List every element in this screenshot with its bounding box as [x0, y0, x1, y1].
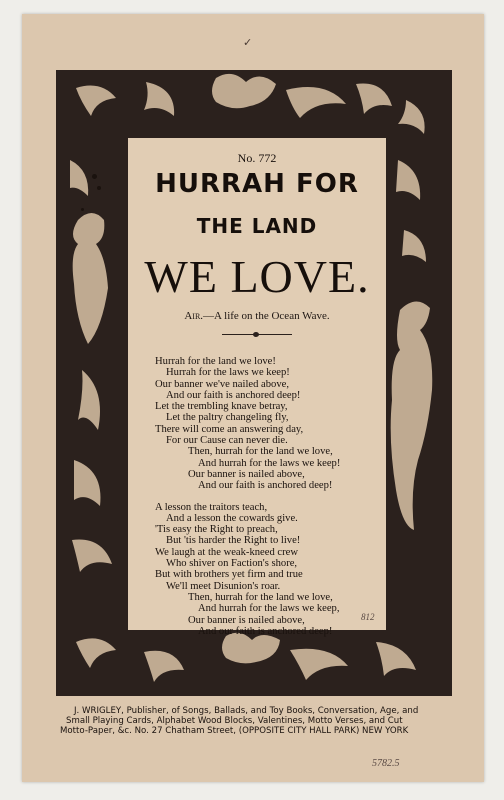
- verse-line: And our faith is anchored deep!: [166, 389, 301, 401]
- issue-number: No. 772: [237, 151, 277, 165]
- pencil-number: 812: [361, 612, 375, 622]
- verse-line: Who shiver on Faction's shore,: [166, 558, 298, 570]
- leaf-ornament: [356, 83, 392, 114]
- leaf-ornament: [376, 642, 416, 676]
- air-label: Air.: [184, 310, 204, 322]
- title-line-3: WE LOVE.: [144, 251, 370, 302]
- leaf-ornament: [398, 100, 425, 134]
- verse-line: For our Cause can never die.: [166, 435, 288, 447]
- verse-line: 'Tis easy the Right to preach,: [155, 524, 278, 536]
- verse-line: Then, hurrah for the land we love,: [188, 446, 333, 458]
- leaf-ornament: [70, 160, 88, 196]
- title-line-2: THE LAND: [196, 214, 318, 238]
- title-line-1: HURRAH FOR: [155, 169, 359, 199]
- leaf-ornament: [144, 651, 184, 682]
- scroll-ornament: [286, 87, 346, 118]
- figure-right: [391, 301, 433, 530]
- text-panel: [127, 137, 387, 637]
- verse-line: But with brothers yet firm and true: [155, 569, 303, 581]
- verse-line: But 'tis harder the Right to live!: [166, 535, 301, 547]
- leaf-ornament: [72, 540, 112, 573]
- verse-line: And our faith is anchored deep!: [198, 480, 333, 492]
- publisher-imprint: [60, 706, 450, 736]
- verse-line: A lesson the traitors teach,: [155, 501, 268, 513]
- verse-line: We laugh at the weak-kneed crew: [155, 546, 298, 558]
- imprint-line: Motto-Paper, &c. No. 27 Chatham Street, (OPPOSITE CITY HALL PARK) NEW YORK: [60, 726, 409, 736]
- ornamental-rule: [222, 334, 292, 335]
- air-line: [128, 310, 386, 322]
- catalog-number: 5782.5: [372, 758, 400, 769]
- figure-left: [73, 213, 108, 344]
- cherub-figure: [212, 74, 276, 108]
- verse-line: And hurrah for the laws we keep!: [198, 457, 341, 469]
- verse-line: There will come an answering day,: [155, 423, 304, 435]
- verse-line: And our faith is anchored deep!: [198, 625, 333, 637]
- verse-line: Our banner is nailed above,: [188, 468, 305, 480]
- leaf-ornament: [76, 638, 116, 668]
- lyrics: [128, 356, 386, 637]
- scroll-ornament: [290, 649, 348, 680]
- verse-line: Our banner we've nailed above,: [155, 378, 289, 390]
- verse-line: And hurrah for the laws we keep,: [198, 603, 340, 615]
- imprint-line: J. WRIGLEY, Publisher, of Songs, Ballads, and Toy Books, Conversation, Age, and: [74, 706, 419, 716]
- vine-ornament: [74, 460, 100, 506]
- pencil-check-mark: ✓: [243, 37, 253, 49]
- leaf-ornament: [76, 86, 116, 116]
- vine-ornament: [78, 370, 100, 430]
- air-tune: —A life on the Ocean Wave.: [203, 310, 330, 322]
- verse-line: We'll meet Disunion's roar.: [166, 580, 281, 592]
- verse-line: Then, hurrah for the land we love,: [188, 591, 333, 603]
- imprint-line: Small Playing Cards, Alphabet Wood Blocks, Valentines, Motto Verses, and Cut: [66, 716, 403, 726]
- verse-line: Hurrah for the land we love!: [155, 356, 276, 367]
- verse-line: Our banner is nailed above,: [188, 614, 305, 626]
- cherub-figure: [222, 633, 280, 664]
- leaf-ornament: [396, 160, 420, 200]
- verse-line: Hurrah for the laws we keep!: [166, 367, 290, 379]
- leaf-ornament: [402, 230, 426, 262]
- verse-line: And a lesson the cowards give.: [166, 512, 298, 524]
- leaf-ornament: [144, 82, 174, 116]
- verse-line: Let the trembling knave betray,: [155, 401, 288, 413]
- verse-line: Let the paltry changeling fly,: [166, 412, 289, 424]
